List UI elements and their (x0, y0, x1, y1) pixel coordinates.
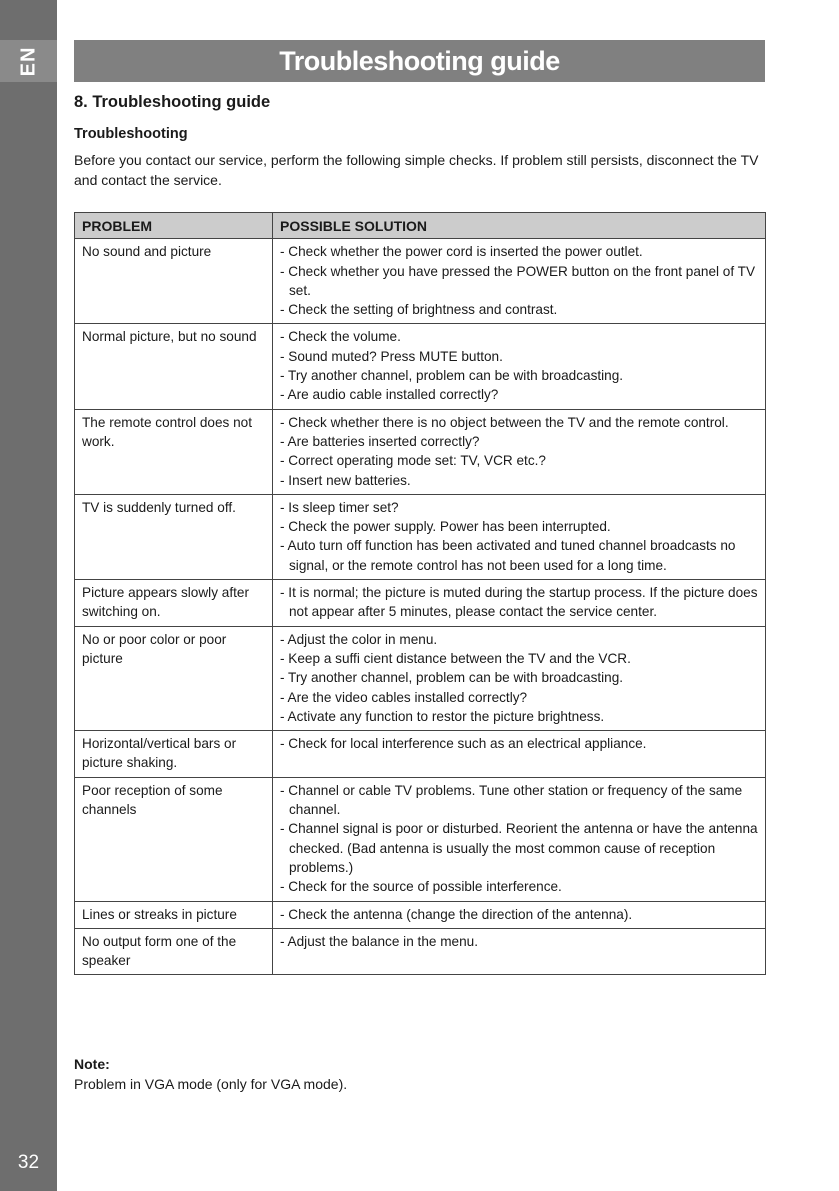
problem-cell: TV is suddenly turned off. (75, 494, 273, 579)
problem-column-header: PROBLEM (75, 213, 273, 239)
solution-item: - Are batteries inserted correctly? (280, 433, 480, 449)
problem-cell: Lines or streaks in picture (75, 901, 273, 928)
subsection-title: Troubleshooting (74, 126, 188, 142)
table-row (75, 731, 766, 778)
table-row (75, 239, 766, 324)
table-row (75, 494, 766, 579)
solution-item: - Try another channel, problem can be with broadcasting. (280, 368, 624, 384)
banner-title: Troubleshooting guide (279, 45, 560, 76)
table-row (75, 777, 766, 901)
troubleshooting-table (74, 212, 766, 975)
solution-item: - Insert new batteries. (280, 472, 411, 488)
solution-item: - Check the setting of brightness and contrast. (280, 302, 558, 318)
solution-cell (273, 901, 766, 928)
table-row (75, 626, 766, 730)
solution-column-header: POSSIBLE SOLUTION (273, 213, 766, 239)
solution-cell (273, 731, 766, 778)
solution-item: - Check for the source of possible interference. (280, 879, 562, 895)
table-row (75, 901, 766, 928)
problem-cell: The remote control does not work. (75, 409, 273, 494)
solution-item: - Activate any function to restor the picture brightness. (280, 708, 605, 724)
solution-item: - Are the video cables installed correctly? (280, 689, 528, 705)
table-row (75, 409, 766, 494)
solution-item: - Check the antenna (change the direction of the antenna). (280, 906, 633, 922)
problem-cell: Picture appears slowly after switching on. (75, 580, 273, 627)
table-body (75, 239, 766, 975)
solution-item: - Check the volume. (280, 329, 401, 345)
solution-cell (273, 928, 766, 975)
solution-cell (273, 494, 766, 579)
table-row (75, 580, 766, 627)
header-banner (74, 40, 765, 82)
note-label: Note: (74, 1056, 110, 1072)
section-title: 8. Troubleshooting guide (74, 93, 271, 111)
language-label: EN (16, 46, 39, 76)
solution-item: - Try another channel, problem can be with broadcasting. (280, 670, 624, 686)
table-header-row (75, 213, 766, 239)
problem-cell: Normal picture, but no sound (75, 324, 273, 409)
solution-cell (273, 626, 766, 730)
page-number: 32 (17, 1152, 40, 1173)
solution-item: - Check the power supply. Power has been interrupted. (280, 519, 611, 535)
solution-cell (273, 580, 766, 627)
solution-item: - Check for local interference such as an electrical appliance. (280, 736, 647, 752)
solution-item: - Adjust the color in menu. (280, 631, 438, 647)
sidebar (0, 0, 57, 1191)
solution-cell (273, 324, 766, 409)
solution-item: - Check whether you have pressed the POWER button on the front panel of TV set. (280, 263, 756, 298)
problem-cell: Poor reception of some channels (75, 777, 273, 901)
solution-item: - Keep a suffi cient distance between the TV and the VCR. (280, 650, 631, 666)
solution-item: - Channel or cable TV problems. Tune other station or frequency of the same channel. (280, 782, 743, 818)
solution-item: - It is normal; the picture is muted during the startup process. If the picture does not appear after 5 minutes, please contact the service center. (280, 585, 758, 620)
table-row (75, 324, 766, 409)
problem-cell: No sound and picture (75, 239, 273, 324)
solution-cell (273, 777, 766, 901)
solution-item: - Is sleep timer set? (280, 499, 399, 515)
problem-cell: Horizontal/vertical bars or picture shaking. (75, 731, 273, 778)
solution-item: - Sound muted? Press MUTE button. (280, 348, 503, 364)
solution-cell (273, 239, 766, 324)
problem-cell: No or poor color or poor picture (75, 626, 273, 730)
note-text: Problem in VGA mode (only for VGA mode). (74, 1076, 348, 1092)
intro-paragraph: Before you contact our service, perform the following simple checks. If problem still persists, disconnect the TV and contact the service. (74, 152, 759, 188)
solution-item: - Correct operating mode set: TV, VCR etc.? (280, 453, 546, 469)
solution-item: - Check whether the power cord is inserted the power outlet. (280, 244, 643, 260)
solution-item: - Check whether there is no object between the TV and the remote control. (280, 414, 729, 430)
language-tab (0, 40, 57, 82)
solution-item: - Auto turn off function has been activated and tuned channel broadcasts no signal, or the remote control has not been used for a long time. (280, 538, 736, 573)
problem-cell: No output form one of the speaker (75, 928, 273, 975)
solution-item: - Channel signal is poor or disturbed. Reorient the antenna or have the antenna checked. (Bad antenna is usually the most common cause of reception problems.) (280, 821, 758, 875)
solution-item: - Are audio cable installed correctly? (280, 387, 499, 403)
table-row (75, 928, 766, 975)
solution-item: - Adjust the balance in the menu. (280, 933, 478, 949)
solution-cell (273, 409, 766, 494)
